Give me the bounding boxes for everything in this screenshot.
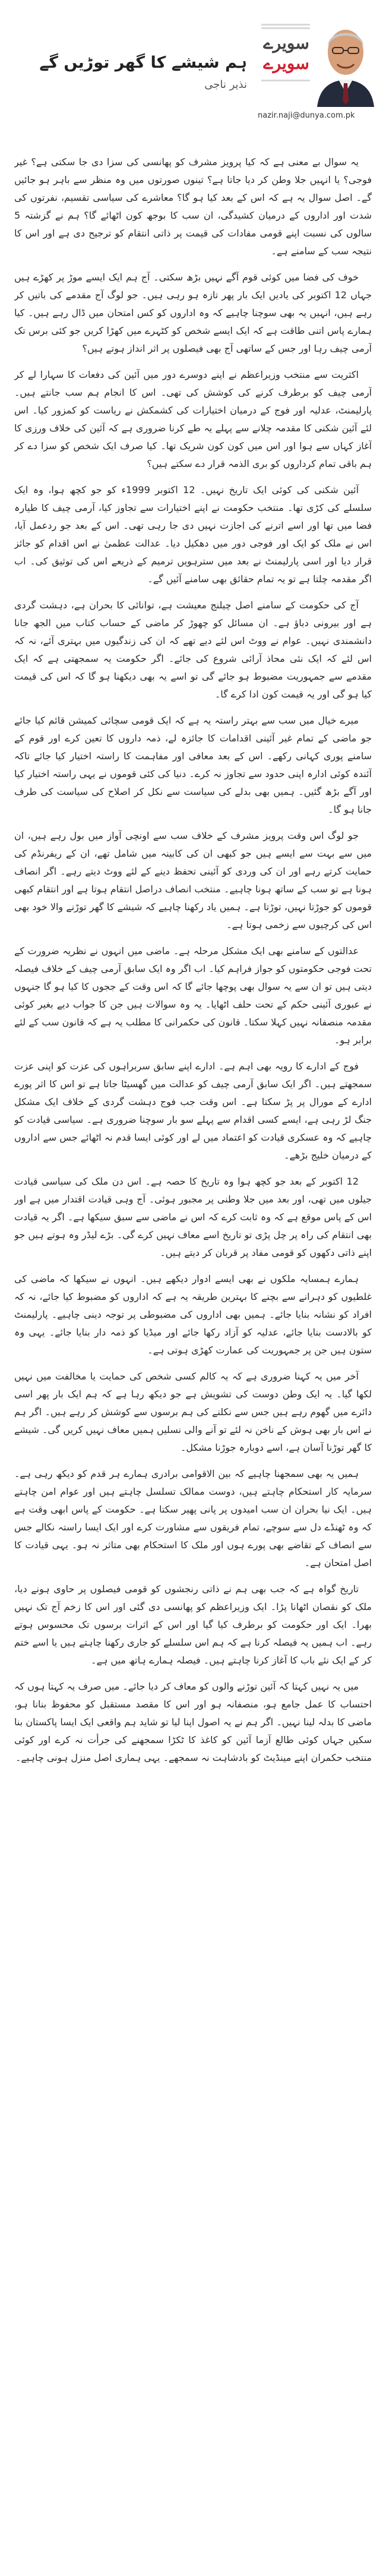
column-header <box>0 0 386 143</box>
paragraph: فوج کے ادارے کا رویہ بھی اہم ہے۔ ادارے اپنے سابق سربراہوں کی عزت کو اپنی عزت سمجھتے ہیں۔ اگر ایک سابق آرمی چیف کو عدالت میں گھسیٹا جاتا ہے تو اس کا اثر پورے ادارے کے مورال پر پڑ سکتا ہے۔ اس وقت جب فوج دہشت گردی کے خلاف ایک مشکل جنگ لڑ رہی ہے، ایسے کسی اقدام سے پہلے سو بار سوچنا ضروری ہے۔ سیاسی قیادت کو چاہیے کہ وہ عسکری قیادت کو اعتماد میں لے اور کوئی ایسا قدم نہ اٹھائے جس سے اداروں کے درمیان خلیج بڑھے۔ <box>14 1060 372 1161</box>
paragraph: ہمارے ہمسایہ ملکوں نے بھی ایسے ادوار دیکھے ہیں۔ انہوں نے سیکھا کہ ماضی کی غلطیوں کو دہرانے سے بچنے کا بہترین طریقہ یہ ہے کہ اداروں کو مضبوط کیا جائے، نہ کہ افراد کو نشانہ بنایا جائے۔ ہمیں بھی اداروں کی مضبوطی پر توجہ دینی چاہیے۔ پارلیمنٹ کو بالادست بنایا جائے، عدلیہ کو آزاد رکھا جائے اور میڈیا کو ذمہ دار بنایا جائے۔ یہی وہ ستون ہیں جن پر جمہوریت کی عمارت کھڑی ہوتی ہے۔ <box>14 1273 372 1356</box>
paragraph: میرے خیال میں سب سے بہتر راستہ یہ ہے کہ ایک قومی سچائی کمیشن قائم کیا جائے جو ماضی کے تمام غیر آئینی اقدامات کا جائزہ لے، ذمہ داروں کا تعین کرے اور قوم کے سامنے پوری کہانی رکھے۔ اس کے بعد معافی اور مفاہمت کا راستہ اختیار کیا جائے تاکہ آئندہ کوئی ادارہ اپنی حدود سے تجاوز نہ کرے۔ دنیا کی کئی قوموں نے یہی راستہ اختیار کیا اور آگے بڑھ گئیں۔ ہمیں بھی بدلے کی سیاست سے نکل کر اصلاح کی سیاست کی طرف جانا ہو گا۔ <box>14 715 372 815</box>
author-email: nazir.naji@dunya.com.pk <box>258 111 355 120</box>
paragraph: آج کی حکومت کے سامنے اصل چیلنج معیشت ہے، توانائی کا بحران ہے، دہشت گردی ہے اور بیرونی دباؤ ہے۔ ان مسائل کو چھوڑ کر ماضی کے حساب کتاب میں الجھ جانا دانشمندی نہیں۔ عوام نے ووٹ اس لئے دیے تھے کہ ان کی زندگیوں میں بہتری آئے، نہ کہ اس لئے کہ ایک نئی محاذ آرائی شروع کی جائے۔ اگر حکومت یہ سمجھتی ہے کہ ایک مقدمے سے جمہوریت مضبوط ہو جائے گی تو اسے یہ بھی دیکھنا ہو گا کہ اس کی قیمت کیا ہو گی اور یہ قیمت کون ادا کرے گا۔ <box>14 599 372 700</box>
paragraph: تاریخ گواہ ہے کہ جب بھی ہم نے ذاتی رنجشوں کو قومی فیصلوں پر حاوی ہونے دیا، ملک کو نقصان اٹھانا پڑا۔ ایک وزیراعظم کو پھانسی دی گئی اور اس کا زخم آج تک نہیں بھرا۔ ایک اور حکومت کو برطرف کیا گیا اور اس کے اثرات برسوں تک محسوس ہوتے رہے۔ اب ہمیں یہ فیصلہ کرنا ہے کہ ہم اس سلسلے کو جاری رکھنا چاہتے ہیں یا اسے ختم کر کے ایک نئے باب کا آغاز کرنا چاہتے ہیں۔ فیصلہ ہمارے ہاتھ میں ہے۔ <box>14 1583 372 1666</box>
paragraph: 12 اکتوبر کے بعد جو کچھ ہوا وہ تاریخ کا حصہ ہے۔ اس دن ملک کی سیاسی قیادت جیلوں میں تھی، اور بعد میں جلا وطنی پر مجبور ہوئی۔ آج وہی قیادت اقتدار میں ہے اور اس کے پاس موقع ہے کہ وہ ثابت کرے کہ اس نے ماضی سے سبق سیکھا ہے۔ اگر یہ قیادت بھی انتقام کی راہ پر چل پڑی تو تاریخ اسے معاف نہیں کرے گی۔ بڑے لیڈر وہ ہوتے ہیں جو اپنے ذاتی دکھوں کو قومی مفاد پر قربان کر دیتے ہیں۔ <box>14 1176 372 1258</box>
logo-word-2: سویرے <box>263 53 309 73</box>
paragraph: میں یہ نہیں کہتا کہ آئین توڑنے والوں کو معاف کر دیا جائے۔ میں صرف یہ کہتا ہوں کہ احتساب کا عمل جامع ہو، منصفانہ ہو اور اس کا مقصد مستقبل کو محفوظ بنانا ہو، ماضی کا بدلہ لینا نہیں۔ اگر ہم نے یہ اصول اپنا لیا تو شاید ہم واقعی ایک ایسا پاکستان بنا سکیں جہاں کوئی طالع آزما آئین کو کاغذ کا ٹکڑا سمجھنے کی جرأت نہ کرے اور کوئی منتخب حکمران اپنے مینڈیٹ کو بادشاہت نہ سمجھے۔ یہی ہماری اصل منزل ہونی چاہیے۔ <box>14 1681 372 1763</box>
title-block <box>33 51 247 91</box>
column-brand <box>258 18 376 124</box>
paragraph: جو لوگ اس وقت پرویز مشرف کے خلاف سب سے اونچی آواز میں بول رہے ہیں، ان میں سے بہت سے ایسے ہیں جو کبھی ان کی کابینہ میں شامل تھے، ان کے ریفرنڈم کی حمایت کرتے رہے اور ان کی وردی کو آئینی تحفظ دینے کے لئے ووٹ دیتے رہے۔ اگر انصاف ہونا ہے تو سب کے ساتھ ہونا چاہیے۔ منتخب انصاف دراصل انتقام ہوتا ہے اور انتقام کبھی قوموں کو جوڑتا نہیں، توڑتا ہے۔ ہمیں یاد رکھنا چاہیے کہ شیشے کا گھر توڑنے والا خود بھی اس کی کرچیوں سے زخمی ہوتا ہے۔ <box>14 830 372 930</box>
paragraph: یہ سوال بے معنی ہے کہ کیا پرویز مشرف کو پھانسی کی سزا دی جا سکتی ہے؟ غیر فوجی؟ یا انہیں جلا وطن کر دیا جاتا ہے؟ تینوں صورتوں میں وہ منظر سے باہر ہو جائیں گے۔ اصل سوال یہ ہے کہ اس کے بعد کیا ہو گا؟ معاشرے کی سیاسی تقسیم، نفرتوں کی شدت اور اداروں کے درمیان کشیدگی، ان سب کا بوجھ کون اٹھائے گا؟ ہم نے گزشتہ 5 سالوں کی نسبت اپنے قومی مفادات کی قیمت پر ذاتی انتقام کو ترجیح دی ہے اور اس کا نتیجہ سب کے سامنے ہے۔ <box>14 156 372 257</box>
article-title: ہم شیشے کا گھر توڑیں گے <box>39 53 247 72</box>
logo-rule-top <box>261 24 310 26</box>
paragraph: آئین شکنی کی کوئی ایک تاریخ نہیں۔ 12 اکتوبر 1999ء کو جو کچھ ہوا، وہ ایک سلسلے کی کڑی تھا۔ منتخب حکومت نے اپنے اختیارات سے تجاوز کیا، آرمی چیف کا طیارہ فضا میں تھا اور اسے اترنے کی اجازت نہیں دی جا رہی تھی۔ اس کے بعد جو ردعمل آیا، اس نے ملک کو ایک اور فوجی دور میں دھکیل دیا۔ عدالت عظمیٰ نے اس اقدام کو جائز قرار دیا اور اسی پارلیمنٹ نے بعد میں سترہویں ترمیم کے ذریعے اس کی توثیق کی۔ اب اگر مقدمہ چلتا ہے تو یہ تمام حقائق بھی سامنے آئیں گے۔ <box>14 484 372 585</box>
paragraph: اکثریت سے منتخب وزیراعظم نے اپنے دوسرے دور میں آئین کی دفعات کا سہارا لے کر آرمی چیف کو برطرف کرنے کی کوشش کی تھی۔ اس کا انجام ہم سب جانتے ہیں۔ پارلیمنٹ، عدلیہ اور فوج کے درمیان اختیارات کی کشمکش نے ریاست کو کمزور کیا۔ اس لئے آئین شکنی کا مقدمہ چلانے سے پہلے یہ طے کرنا ضروری ہے کہ آئین کی خلاف ورزی کا آغاز کہاں سے ہوا اور اس میں کون کون شریک تھا۔ کیا صرف ایک شخص کو سزا دے کر ہم باقی تمام کرداروں کو بری الذمہ قرار دے سکتے ہیں؟ <box>14 369 372 469</box>
logo-rule-top-2 <box>261 27 310 29</box>
paragraph: خوف کی فضا میں کوئی قوم آگے نہیں بڑھ سکتی۔ آج ہم ایک ایسے موڑ پر کھڑے ہیں جہاں 12 اکتوبر کی یادیں ایک بار پھر تازہ ہو رہی ہیں۔ جو لوگ آج مقدمے کی باتیں کر رہے ہیں، انہیں یہ بھی سوچنا چاہیے کہ وہ اداروں کو کس امتحان میں ڈال رہے ہیں۔ کیا ہمارے پاس اتنی طاقت ہے کہ ایک ایسے شخص کو کٹہرے میں کھڑا کریں جو کئی برس تک آرمی چیف رہا اور جس کے ساتھی آج بھی فیصلوں پر اثر انداز ہوتے ہیں؟ <box>14 272 372 354</box>
author-photo-icon <box>315 18 376 107</box>
author-name: نذیر ناجی <box>204 78 247 91</box>
logo-word-1: سویرے <box>263 33 309 53</box>
logo-text <box>260 33 312 74</box>
article-body <box>14 153 372 2559</box>
author-photo <box>315 18 376 107</box>
paragraph: آخر میں یہ کہنا ضروری ہے کہ یہ کالم کسی شخص کی حمایت یا مخالفت میں نہیں لکھا گیا۔ یہ ایک وطن دوست کی تشویش ہے جو دیکھ رہا ہے کہ ہم ایک بار پھر اسی دائرے میں گھوم رہے ہیں جس سے نکلنے کی ہم برسوں سے کوشش کر رہے ہیں۔ اگر ہم نے اس بار بھی ہوش کے ناخن نہ لئے تو آنے والی نسلیں ہمیں معاف نہیں کریں گی۔ شیشے کا گھر توڑنا آسان ہے، اسے دوبارہ جوڑنا مشکل۔ <box>14 1371 372 1453</box>
paragraph: ہمیں یہ بھی سمجھنا چاہیے کہ بین الاقوامی برادری ہمارے ہر قدم کو دیکھ رہی ہے۔ سرمایہ کار استحکام چاہتے ہیں، دوست ممالک تسلسل چاہتے ہیں اور عوام امن چاہتے ہیں۔ ایک نیا بحران ان سب امیدوں پر پانی پھیر سکتا ہے۔ حکومت کے پاس ابھی وقت ہے کہ وہ ٹھنڈے دل سے سوچے، تمام فریقوں سے مشاورت کرے اور ایک ایسا راستہ نکالے جس سے انصاف کے تقاضے بھی پورے ہوں اور ملک کا استحکام بھی متاثر نہ ہو۔ یہی قیادت کا اصل امتحان ہے۔ <box>14 1468 372 1568</box>
column-logo <box>258 18 312 89</box>
logo-rule-bottom <box>261 80 310 81</box>
paragraph: عدالتوں کے سامنے بھی ایک مشکل مرحلہ ہے۔ ماضی میں انہوں نے نظریہ ضرورت کے تحت فوجی حکومتوں کو جواز فراہم کیا۔ اب اگر وہ ایک سابق آرمی چیف کے خلاف فیصلہ دیتی ہیں تو ان سے یہ سوال بھی پوچھا جائے گا کہ اس وقت کے ججوں کا کیا ہو گا جنہوں نے عبوری آئینی حکم کے تحت حلف اٹھایا۔ یہ وہ سوالات ہیں جن کا جواب دیے بغیر کوئی مقدمہ منصفانہ نہیں کہلا سکتا۔ قانون کی حکمرانی کا مطلب یہ ہے کہ قانون سب کے لئے برابر ہو۔ <box>14 945 372 1046</box>
